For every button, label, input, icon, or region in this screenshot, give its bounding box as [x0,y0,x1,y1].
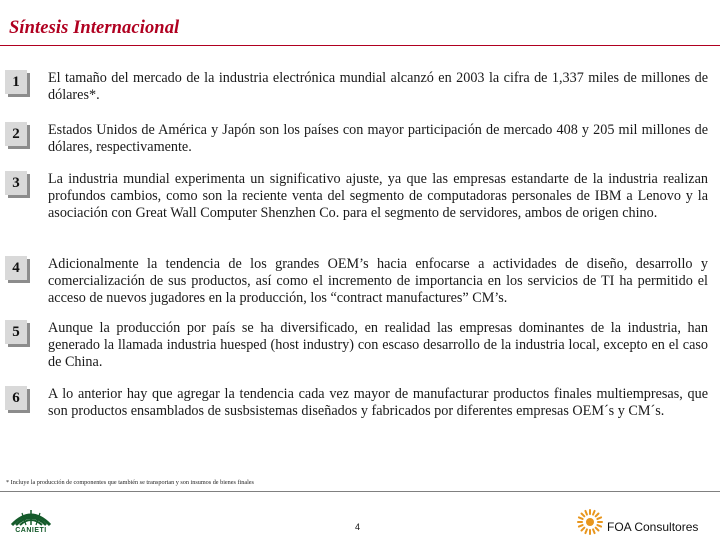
footnote: * Incluye la producción de componentes que también se transportan y son insumos de bienes finales [6,479,254,486]
item-number-badge: 2 [5,122,27,146]
page-title: Síntesis Internacional [9,18,180,38]
item-number-badge: 3 [5,171,27,195]
page-number: 4 [355,522,361,532]
title-divider [0,45,720,46]
item-number-badge: 5 [5,320,27,344]
item-number-badge: 1 [5,70,27,94]
item-text: Estados Unidos de América y Japón son los países con mayor participación de mercado 408 y 205 mil millones de dólares, respectivamente. [48,122,708,156]
item-text: Adicionalmente la tendencia de los grandes OEM’s hacia enfocarse a actividades de diseño, desarrollo y comercialización de sus productos, así como el incremento de importancia en los servicios de TI ha permitido el acceso de nuevos jugadores en la producción, los “contract manufactures” CM’s. [48,256,708,307]
item-text: El tamaño del mercado de la industria electrónica mundial alcanzó en 2003 la cifra de 1,337 miles de millones de dólares*. [48,70,708,104]
item-text: Aunque la producción por país se ha diversificado, en realidad las empresas dominantes de la industria, han generado la llamada industria huesped (host industry) con escaso desarrollo de la industria local, excepto en el caso de China. [48,320,708,371]
item-number-badge: 4 [5,256,27,280]
foa-brand-label: FOA Consultores [607,520,699,534]
foa-sunburst-logo-icon [576,508,604,536]
canieti-logo-label: CANIETI [15,527,47,534]
item-text: La industria mundial experimenta un significativo ajuste, ya que las empresas estandarte de la industria realizan profundos cambios, como son la reciente venta del segmento de computadoras personales de IBM a Lenovo y la asociación con Great Wall Computer Shenzhen Co. para el segmento de servidores, ambos de origen chino. [48,171,708,222]
item-number-badge: 6 [5,386,27,410]
item-text: A lo anterior hay que agregar la tendencia cada vez mayor de manufacturar productos finales multiempresas, que son productos ensamblados de susbsistemas diseñados y fabricados por diferentes empresas OEM´s y CM´s. [48,386,708,420]
footer-divider [0,491,720,492]
